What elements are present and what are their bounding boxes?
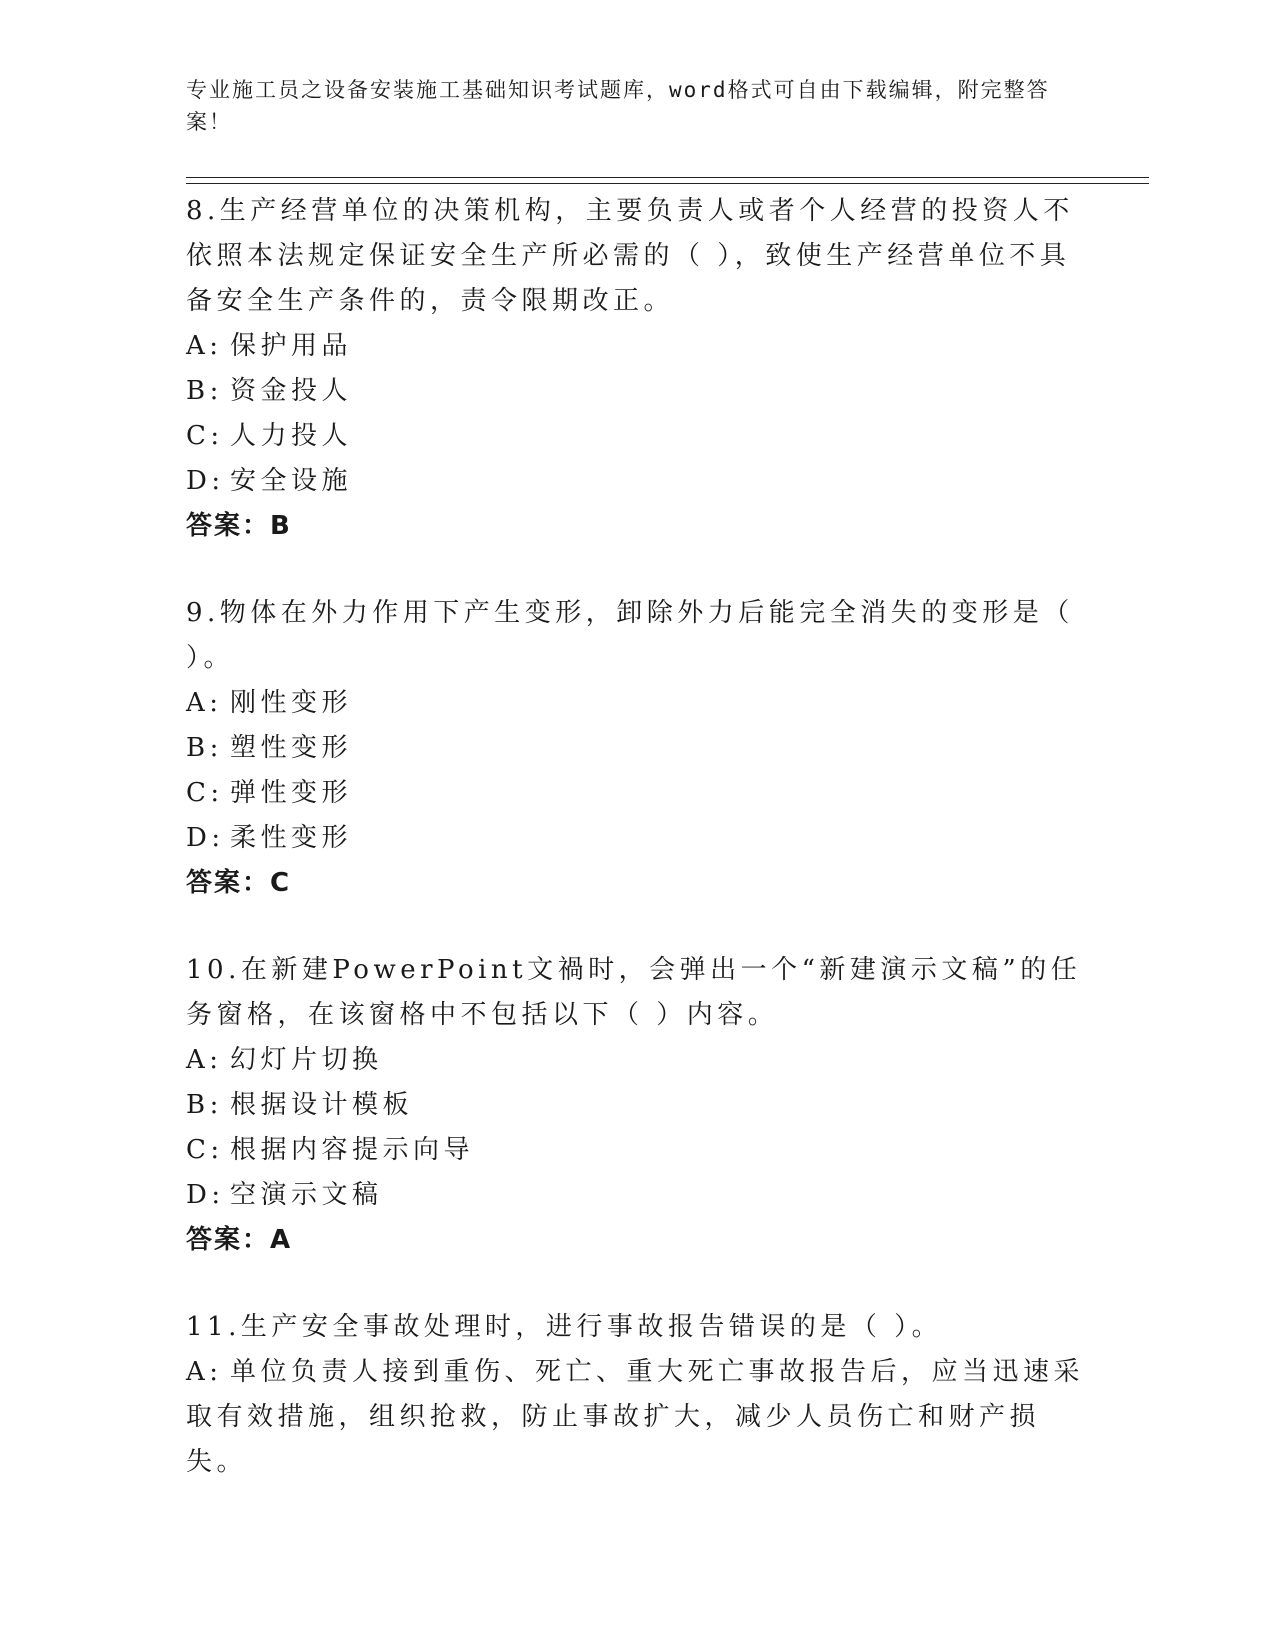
option-letter: D: bbox=[186, 1180, 225, 1210]
option-text: 保护用品 bbox=[230, 331, 353, 361]
question-list bbox=[186, 189, 1086, 1527]
option-letter: D: bbox=[186, 823, 225, 853]
question-option bbox=[186, 369, 1086, 414]
option-text: 空演示文稿 bbox=[230, 1180, 383, 1210]
option-letter: A: bbox=[186, 1045, 223, 1075]
option-text: 根据内容提示向导 bbox=[230, 1135, 475, 1165]
document-header: 专业施工员之设备安装施工基础知识考试题库，word格式可自由下载编辑，附完整答案！ bbox=[186, 78, 1050, 134]
option-letter: C: bbox=[186, 778, 224, 808]
question-item bbox=[186, 948, 1086, 1263]
question-stem: 11.生产安全事故处理时，进行事故报告错误的是（ ）。 bbox=[186, 1312, 943, 1342]
option-text: 安全设施 bbox=[230, 466, 353, 496]
header-divider-top bbox=[186, 177, 1149, 178]
option-text: 弹性变形 bbox=[230, 778, 353, 808]
question-answer: 答案：C bbox=[186, 868, 292, 898]
option-letter: D: bbox=[186, 466, 225, 496]
question-option bbox=[186, 726, 1086, 771]
question-option bbox=[186, 414, 1086, 459]
question-item bbox=[186, 591, 1086, 906]
question-option bbox=[186, 459, 1086, 504]
option-text: 刚性变形 bbox=[230, 688, 353, 718]
option-text: 幻灯片切换 bbox=[230, 1045, 383, 1075]
question-stem: 9.物体在外力作用下产生变形，卸除外力后能完全消失的变形是（ ）。 bbox=[186, 598, 1074, 673]
question-option bbox=[186, 1128, 1086, 1173]
question-option bbox=[186, 1173, 1086, 1218]
option-letter: B: bbox=[186, 376, 223, 406]
option-text: 塑性变形 bbox=[230, 733, 353, 763]
option-text: 单位负责人接到重伤、死亡、重大死亡事故报告后，应当迅速采取有效措施，组织抢救，防止事故扩大，减少人员伤亡和财产损失。 bbox=[186, 1357, 1085, 1477]
option-text: 柔性变形 bbox=[230, 823, 353, 853]
question-option bbox=[186, 324, 1086, 369]
question-option bbox=[186, 681, 1086, 726]
question-option bbox=[186, 771, 1086, 816]
question-item bbox=[186, 189, 1086, 549]
option-letter: B: bbox=[186, 733, 223, 763]
option-text: 资金投人 bbox=[230, 376, 353, 406]
question-option bbox=[186, 1038, 1086, 1083]
option-text: 人力投人 bbox=[230, 421, 353, 451]
header-divider-bottom bbox=[186, 183, 1149, 184]
question-answer: 答案：B bbox=[186, 511, 292, 541]
question-item bbox=[186, 1305, 1086, 1485]
option-letter: C: bbox=[186, 1135, 224, 1165]
option-letter: C: bbox=[186, 421, 224, 451]
question-answer: 答案：A bbox=[186, 1225, 293, 1255]
option-letter: A: bbox=[186, 331, 223, 361]
option-letter: B: bbox=[186, 1090, 223, 1120]
option-letter: A: bbox=[186, 1357, 223, 1387]
question-stem: 8.生产经营单位的决策机构，主要负责人或者个人经营的投资人不依照本法规定保证安全生产所必需的（ ），致使生产经营单位不具备安全生产条件的，责令限期改正。 bbox=[186, 196, 1074, 316]
question-option bbox=[186, 1083, 1086, 1128]
option-text: 根据设计模板 bbox=[230, 1090, 414, 1120]
question-stem: 10.在新建PowerPoint文禍时，会弹出一个“新建演示文稿”的任务窗格，在该窗格中不包括以下（ ）内容。 bbox=[186, 955, 1082, 1030]
question-option bbox=[186, 816, 1086, 861]
option-letter: A: bbox=[186, 688, 223, 718]
question-option bbox=[186, 1350, 1086, 1485]
